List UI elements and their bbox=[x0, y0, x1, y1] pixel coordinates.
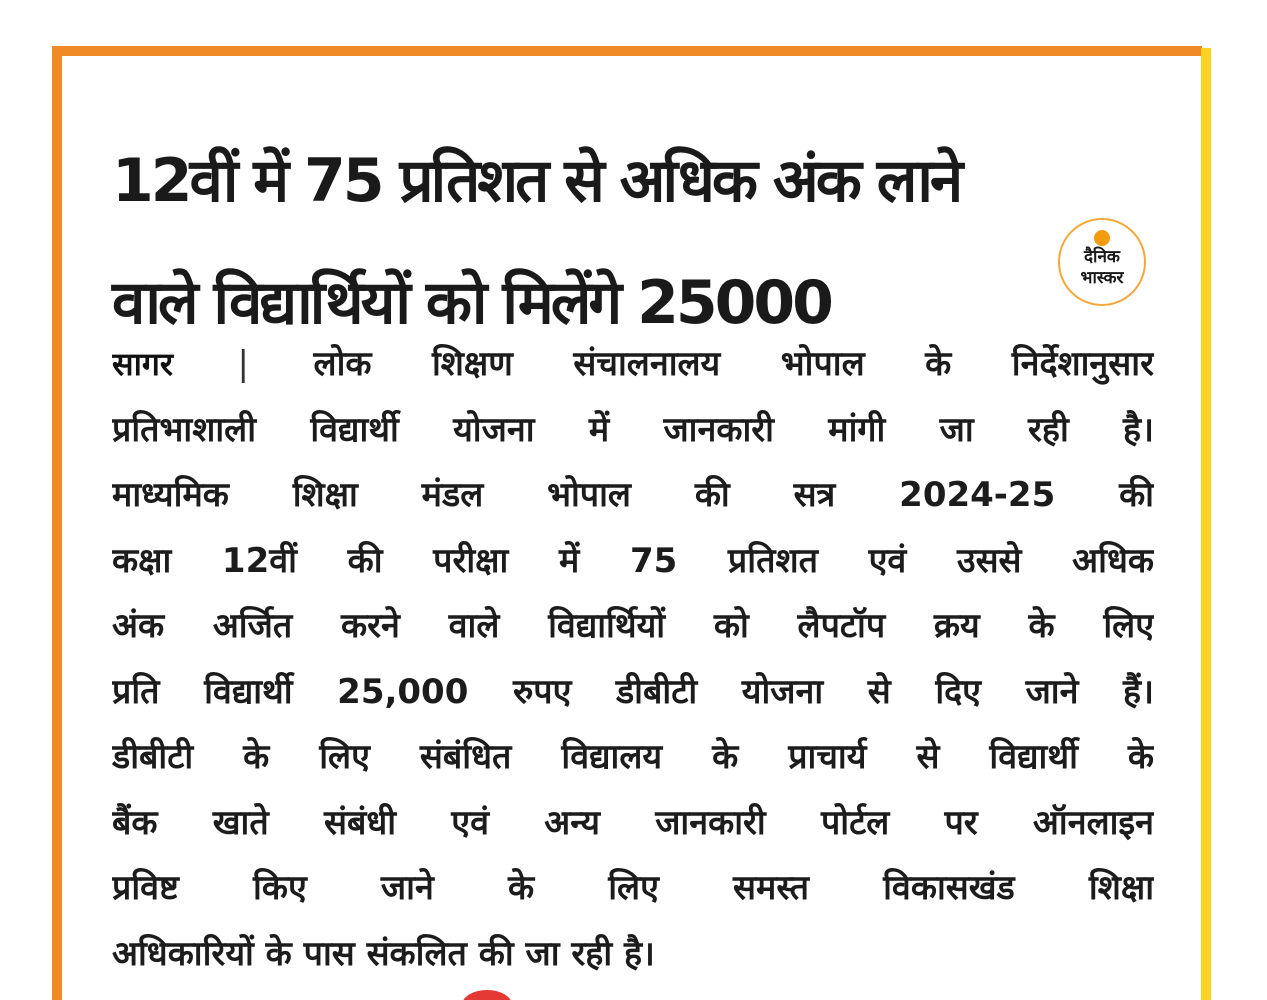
article-line: अंक अर्जित करने वाले विद्यार्थियों को लैपटॉप क्रय के लिए bbox=[112, 606, 1154, 646]
article-line-text: लोक शिक्षण संचालनालय भोपाल के निर्देशानुसार bbox=[313, 344, 1154, 384]
frame-top-border bbox=[52, 46, 1202, 56]
frame-right-border bbox=[1201, 48, 1211, 1000]
article-line: डीबीटी के लिए संबंधित विद्यालय के प्राचार्य से विद्यार्थी के bbox=[112, 737, 1154, 777]
dateline-separator: | bbox=[237, 344, 250, 384]
sun-dot-icon bbox=[1094, 230, 1110, 246]
article-body bbox=[112, 332, 1154, 987]
dateline: सागर bbox=[112, 345, 174, 383]
article-line: प्रविष्ट किए जाने के लिए समस्त विकासखंड शिक्षा bbox=[112, 868, 1154, 908]
article-line: माध्यमिक शिक्षा मंडल भोपाल की सत्र 2024-25 की bbox=[112, 475, 1154, 515]
logo-text-line-2: भास्कर bbox=[1080, 268, 1124, 288]
logo-text-line-1: दैनिक bbox=[1084, 247, 1120, 267]
dainik-bhaskar-logo bbox=[1058, 218, 1146, 306]
article-line: प्रतिभाशाली विद्यार्थी योजना में जानकारी मांगी जा रही है। bbox=[112, 409, 1154, 450]
article-line bbox=[112, 332, 1154, 398]
article-line: प्रति विद्यार्थी 25,000 रुपए डीबीटी योजना से दिए जाने हैं। bbox=[112, 671, 1154, 712]
headline bbox=[112, 120, 1152, 364]
article-line: कक्षा 12वीं की परीक्षा में 75 प्रतिशत एवं उससे अधिक bbox=[112, 540, 1154, 581]
headline-line-2: वाले विद्यार्थियों को मिलेंगे 25000 bbox=[112, 268, 831, 338]
red-ornament-icon bbox=[462, 990, 512, 1000]
frame-left-border bbox=[52, 46, 62, 1000]
article-line-last: अधिकारियों के पास संकलित की जा रही है। bbox=[112, 933, 655, 974]
article-line: बैंक खाते संबंधी एवं अन्य जानकारी पोर्टल पर ऑनलाइन bbox=[112, 802, 1154, 843]
headline-line-1: 12वीं में 75 प्रतिशत से अधिक अंक लाने bbox=[112, 146, 961, 216]
